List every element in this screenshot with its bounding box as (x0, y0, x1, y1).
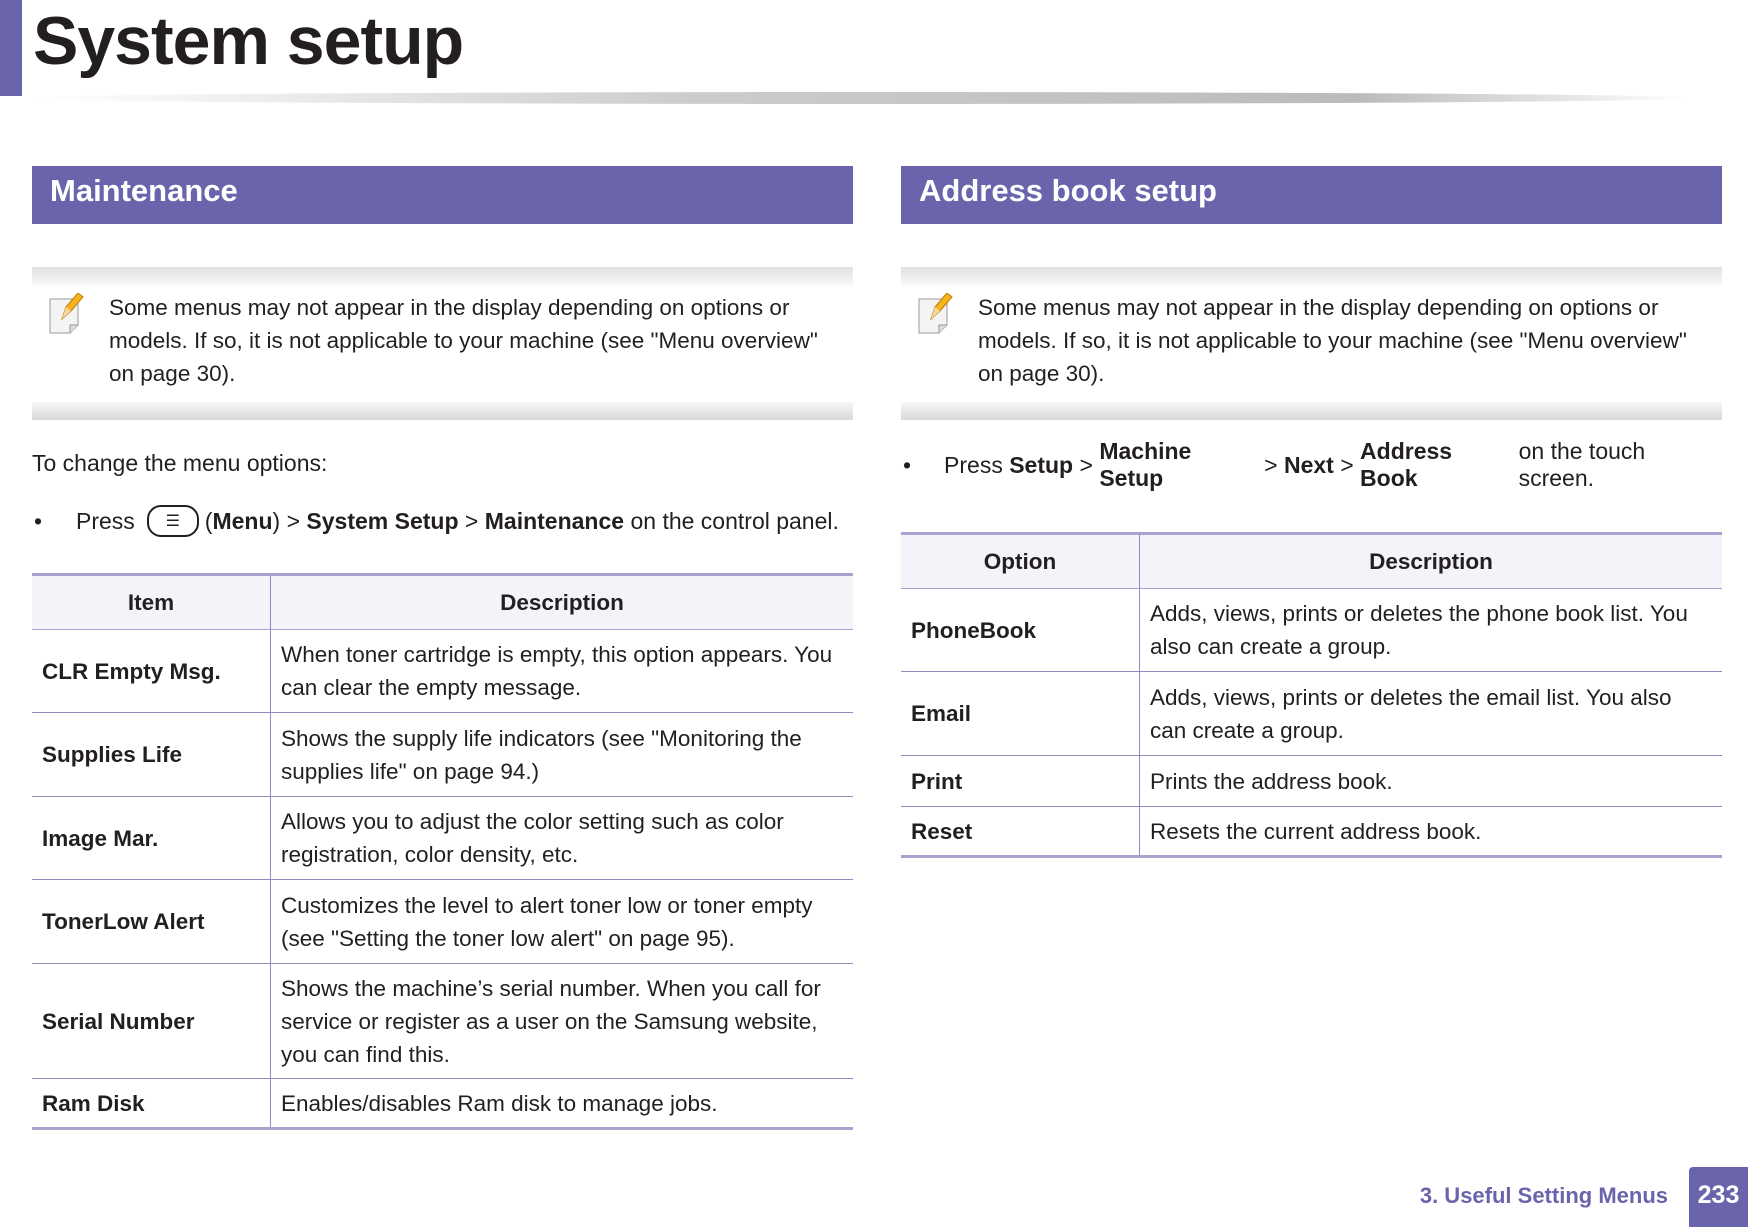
maintenance-step-tail: on the control panel. (630, 507, 839, 534)
maintenance-step-system-setup: System Setup (306, 507, 459, 534)
address-book-rows-1-item: Email (901, 672, 1140, 756)
step-instruction: • Press Setup > Machine Setup > Next > Address Book on the touch screen. (901, 438, 1722, 492)
maintenance-step-sep: > (464, 507, 479, 534)
table-row (32, 880, 853, 964)
table-row (32, 630, 853, 713)
address-book-step-address-book: Address Book (1360, 438, 1453, 491)
maintenance-rows-3-desc: Customizes the level to alert toner low or toner empty (see "Setting the toner low alert" on page 95). (271, 880, 854, 964)
maintenance-rows-4-item: Serial Number (32, 964, 271, 1079)
maintenance-section (32, 166, 853, 1130)
section-heading: Maintenance (32, 166, 853, 224)
maintenance-rows-3-item: TonerLow Alert (32, 880, 271, 964)
address-book-rows-0-desc: Adds, views, prints or deletes the phone book list. You also can create a group. (1140, 589, 1723, 672)
table-row (32, 964, 853, 1079)
maintenance-table (32, 573, 853, 1130)
section-heading: Address book setup (901, 166, 1722, 224)
intro-text: To change the menu options: (32, 450, 328, 476)
note-box (901, 267, 1722, 420)
maintenance-rows-0-desc: When toner cartridge is empty, this option appears. You can clear the empty message. (271, 630, 854, 713)
address-book-step-sep: > (1079, 451, 1093, 478)
address-book-step-next: Next (1283, 451, 1334, 478)
address-book-rows-1-desc: Adds, views, prints or deletes the email list. You also can create a group. (1140, 672, 1723, 756)
address-book-rows-3-desc: Resets the current address book. (1140, 807, 1723, 857)
maintenance-headers-1: Description (271, 575, 854, 630)
menu-button-icon: ☰ (147, 505, 199, 537)
address-book-step-setup: Setup (1009, 451, 1074, 478)
maintenance-step-press: Press (76, 507, 135, 534)
table-row (32, 713, 853, 797)
note-text: Some menus may not appear in the display depending on options or models. If so, it is not applicable to your machine (see "Menu overview" on page 30). (109, 295, 818, 386)
maintenance-rows-5-desc: Enables/disables Ram disk to manage jobs. (271, 1079, 854, 1129)
title-rule (30, 92, 1690, 104)
note-pencil-icon (48, 293, 86, 337)
address-book-rows-2-desc: Prints the address book. (1140, 756, 1723, 807)
table-row (32, 1079, 853, 1129)
maintenance-step-maintenance: Maintenance (484, 507, 625, 534)
address-book-table (901, 532, 1722, 858)
address-book-step-machine-setup: Machine Setup (1099, 438, 1192, 491)
address-book-step-sep: > (1264, 451, 1278, 478)
maintenance-step-menu: Menu (212, 507, 273, 534)
page-title: System setup (33, 3, 464, 79)
maintenance-rows-2-item: Image Mar. (32, 797, 271, 880)
maintenance-rows-1-item: Supplies Life (32, 713, 271, 797)
chapter-footer: 3. Useful Setting Menus (1419, 1183, 1668, 1208)
address-book-rows-3-item: Reset (901, 807, 1140, 857)
table-row (901, 672, 1722, 756)
address-book-section (901, 166, 1722, 858)
table-row (32, 797, 853, 880)
maintenance-rows-2-desc: Allows you to adjust the color setting such as color registration, color density, etc. (271, 797, 854, 880)
table-row (901, 807, 1722, 857)
maintenance-rows-1-desc: Shows the supply life indicators (see "Monitoring the supplies life" on page 94.) (271, 713, 854, 797)
note-pencil-icon (917, 293, 955, 337)
page-number: 233 (1689, 1167, 1748, 1227)
note-box (32, 267, 853, 420)
chapter-tab (0, 0, 22, 96)
step-instruction: • Press ☰ ( Menu ) > System Setup > Maintenance on the control panel. (32, 505, 853, 537)
table-row (901, 589, 1722, 672)
address-book-step-tail: on the touch screen. (1518, 438, 1646, 491)
maintenance-rows-5-item: Ram Disk (32, 1079, 271, 1129)
maintenance-rows-0-item: CLR Empty Msg. (32, 630, 271, 713)
address-book-headers-0: Option (901, 534, 1140, 589)
address-book-rows-0-item: PhoneBook (901, 589, 1140, 672)
address-book-step-press: Press (944, 451, 1003, 478)
address-book-step-sep: > (1340, 451, 1354, 478)
maintenance-rows-4-desc: Shows the machine’s serial number. When you call for service or register as a user on the Samsung website, you can find this. (271, 964, 854, 1079)
maintenance-headers-0: Item (32, 575, 271, 630)
table-row (901, 756, 1722, 807)
note-text: Some menus may not appear in the display depending on options or models. If so, it is not applicable to your machine (see "Menu overview" on page 30). (978, 295, 1687, 386)
address-book-rows-2-item: Print (901, 756, 1140, 807)
address-book-headers-1: Description (1140, 534, 1723, 589)
maintenance-step-sep: > (286, 507, 301, 534)
